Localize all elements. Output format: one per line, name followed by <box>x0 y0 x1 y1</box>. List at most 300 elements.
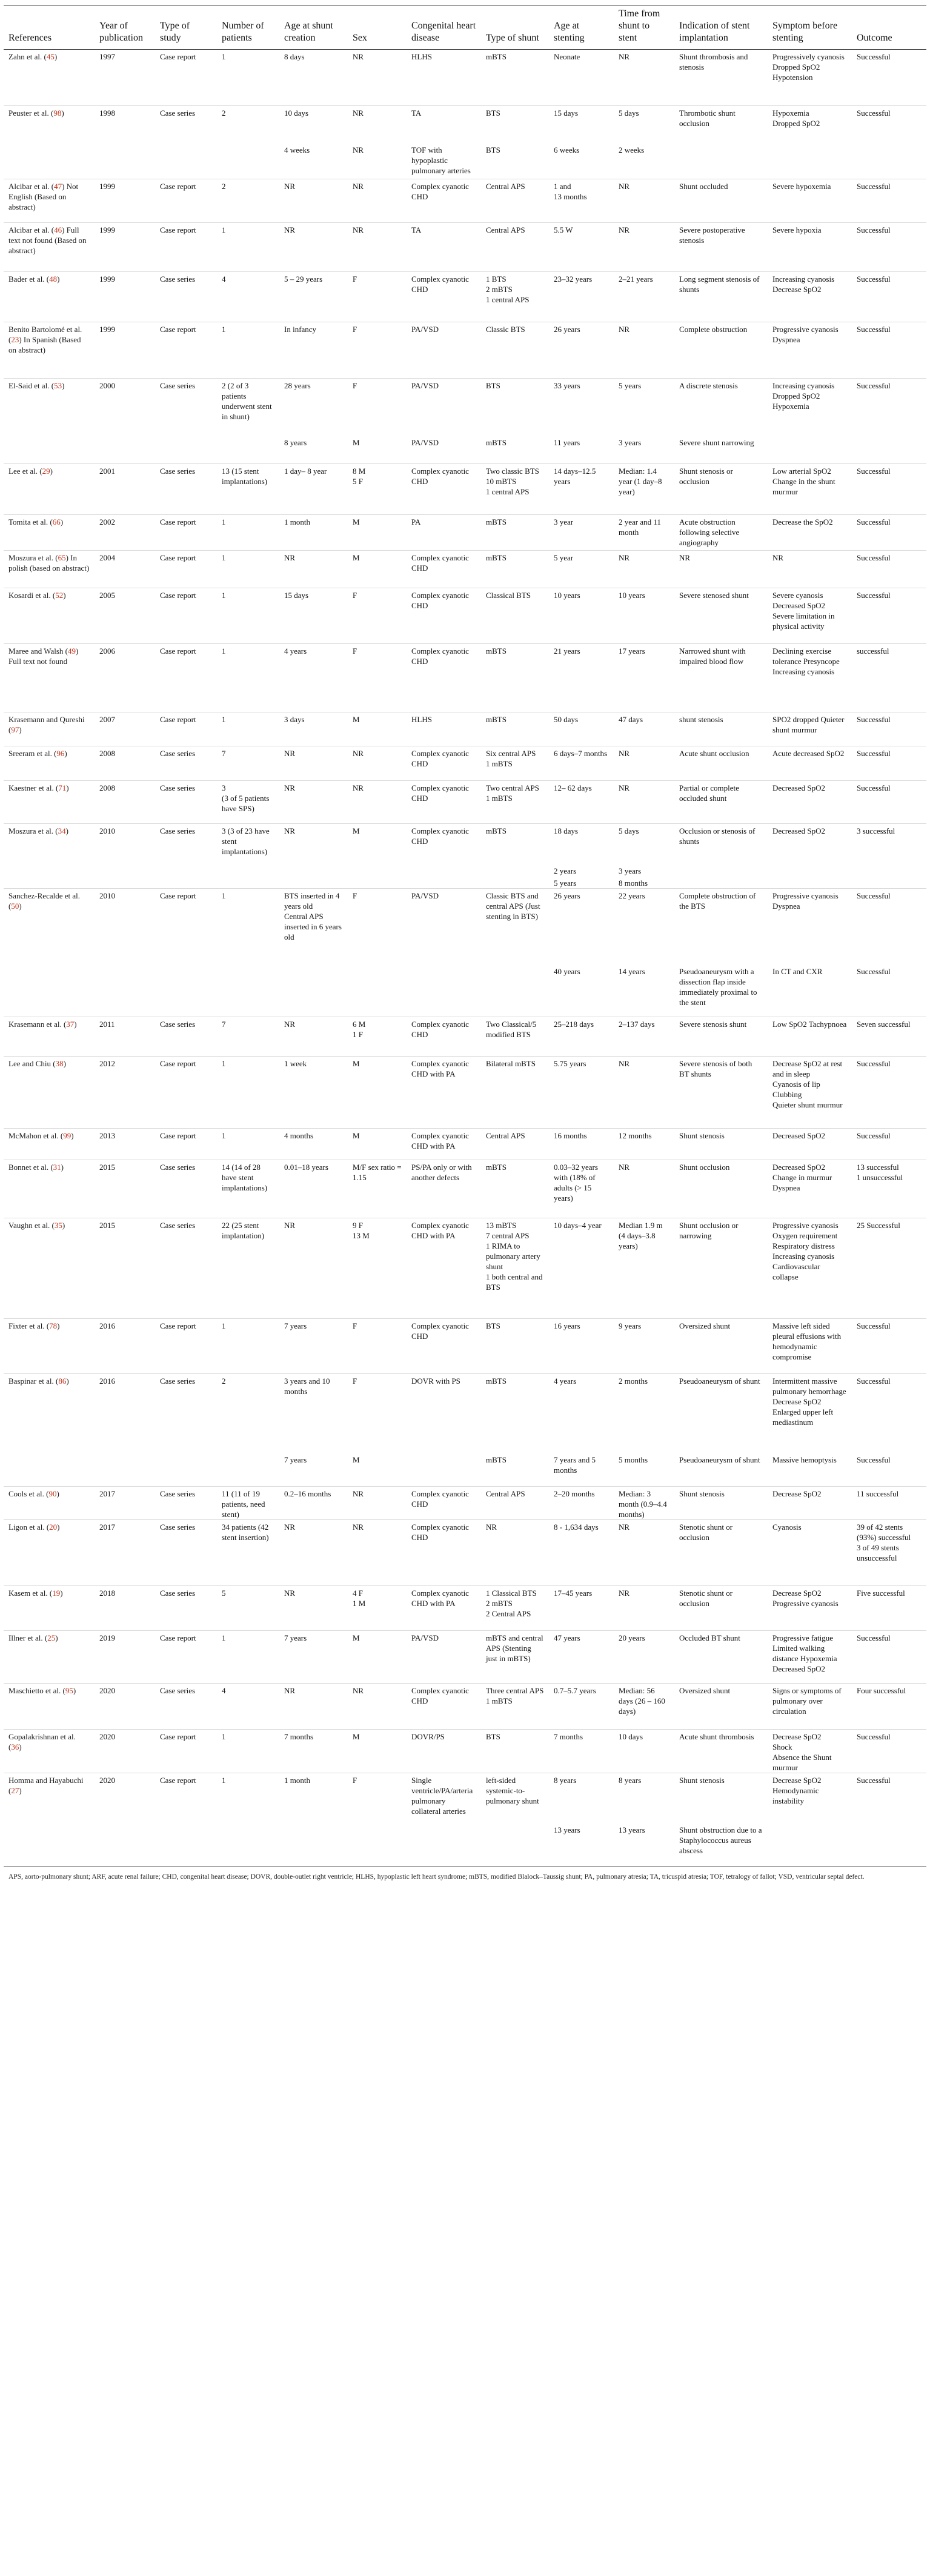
cell-line: 10 days <box>619 1731 643 1741</box>
table-cell <box>481 322 549 379</box>
cell-line: Severe hypoxia <box>772 225 822 234</box>
table-cell <box>768 876 852 889</box>
cell-line: Massive hemoptysis <box>772 1455 837 1464</box>
reference-text: ) <box>19 725 22 734</box>
citation-link[interactable]: 53 <box>54 381 62 390</box>
cell-line: Successful <box>857 1455 891 1464</box>
citation-link[interactable]: 20 <box>49 1522 58 1532</box>
reference-cell <box>4 1773 95 1823</box>
table-cell <box>674 888 768 964</box>
cell-line: 8 days <box>284 52 305 61</box>
table-cell <box>407 864 481 876</box>
cell-line: Stenotic shunt or occlusion <box>679 1588 733 1608</box>
cell-line: 8 months <box>619 878 648 888</box>
cell-line: 33 years <box>554 381 580 390</box>
cell-line: 16 years <box>554 1321 580 1330</box>
cell-line: Two Classical/5 modified BTS <box>486 1019 537 1039</box>
cell-line: In CT and CXR <box>772 967 823 976</box>
table-row <box>4 272 926 322</box>
cell-line: 7 central APS <box>486 1230 530 1240</box>
reference-text: Homma and Hayabuchi ( <box>8 1775 84 1795</box>
citation-link[interactable]: 46 <box>54 225 62 234</box>
table-cell <box>4 864 95 876</box>
citation-link[interactable]: 31 <box>53 1162 61 1172</box>
cell-line: 1 both central and BTS <box>486 1272 543 1292</box>
cell-line: Decrease the SpO2 <box>772 517 833 526</box>
reference-text: ) <box>57 1321 60 1330</box>
table-cell <box>348 436 407 464</box>
table-cell <box>155 644 217 712</box>
cell-line: 11 successful <box>857 1489 899 1498</box>
cell-line: 8 - 1,634 days <box>554 1522 599 1532</box>
cell-line: 7 months <box>554 1731 583 1741</box>
cell-line: 2 (2 of 3 patients underwent stent in shunt) <box>222 381 272 421</box>
reference-text: Kasem et al. ( <box>8 1588 53 1598</box>
table-cell <box>614 379 674 436</box>
reference-cell <box>4 1486 95 1519</box>
cell-line: Low SpO2 Tachypnoea <box>772 1019 847 1029</box>
cell-line: M/F sex ratio = 1.15 <box>353 1162 402 1182</box>
citation-link[interactable]: 86 <box>58 1376 67 1386</box>
cell-line: Successful <box>857 1775 891 1785</box>
table-cell <box>4 1823 95 1867</box>
reference-text: Cools et al. ( <box>8 1489 49 1498</box>
cell-line: F <box>353 646 357 656</box>
table-cell <box>674 272 768 322</box>
cell-line: Seven successful <box>857 1019 911 1029</box>
cell-line: 1 <box>222 225 226 234</box>
citation-link[interactable]: 29 <box>42 466 50 476</box>
cell-line: Acute shunt thrombosis <box>679 1731 754 1741</box>
cell-line: Long segment stenosis of shunts <box>679 274 760 294</box>
citation-link[interactable]: 66 <box>52 517 61 526</box>
column-header: Age at shunt creation <box>279 5 348 50</box>
reference-cell <box>4 1729 95 1773</box>
cell-line: NR <box>619 225 630 234</box>
table-cell <box>674 964 768 1017</box>
table-cell <box>852 515 926 551</box>
cell-line: NR <box>619 1522 630 1532</box>
cell-line: 22 (25 stent implantation) <box>222 1220 265 1240</box>
table-cell <box>852 436 926 464</box>
table-cell <box>407 1160 481 1218</box>
table-cell <box>852 50 926 106</box>
table-cell <box>768 322 852 379</box>
table-cell <box>155 964 217 1017</box>
cell-line: Successful <box>857 891 891 900</box>
cell-line: Case series <box>160 1220 196 1230</box>
reference-cell <box>4 1056 95 1128</box>
table-cell <box>407 964 481 1017</box>
table-cell <box>481 1160 549 1218</box>
table-row <box>4 179 926 223</box>
cell-line: 2 weeks <box>619 145 645 154</box>
table-cell <box>674 746 768 781</box>
reference-text: ) <box>19 901 22 911</box>
cell-line: Successful <box>857 1321 891 1330</box>
cell-line: 11 years <box>554 437 580 447</box>
table-cell <box>95 1453 155 1486</box>
table-cell <box>614 1128 674 1160</box>
citation-link[interactable]: 90 <box>48 1489 57 1498</box>
table-cell <box>95 223 155 272</box>
table-cell <box>95 1373 155 1453</box>
table-cell <box>95 824 155 864</box>
cell-line: 13 (15 stent implantations) <box>222 466 268 486</box>
table-cell <box>348 1773 407 1823</box>
table-cell <box>95 1017 155 1056</box>
citation-link[interactable]: 23 <box>11 335 19 344</box>
citation-link[interactable]: 65 <box>58 553 66 562</box>
citation-link[interactable]: 38 <box>55 1058 64 1068</box>
cell-line: Hypotension <box>772 73 813 82</box>
cell-line: 2016 <box>99 1376 115 1386</box>
table-row <box>4 50 926 106</box>
cell-line: M <box>353 715 360 724</box>
cell-line: Enlarged upper left mediastinum <box>772 1407 834 1427</box>
citation-link[interactable]: 45 <box>46 52 55 61</box>
cell-line: Case report <box>160 225 196 234</box>
table-cell <box>674 179 768 223</box>
reference-text: ) <box>19 1742 22 1751</box>
table-cell <box>768 515 852 551</box>
cell-line: PA <box>411 517 421 526</box>
cell-line: 2013 <box>99 1130 115 1140</box>
cell-line: Successful <box>857 108 891 118</box>
citation-link[interactable]: 47 <box>54 182 62 191</box>
table-row <box>4 1773 926 1823</box>
table-cell <box>481 143 549 179</box>
table-cell <box>279 644 348 712</box>
cell-line: Complex cyanotic CHD <box>411 553 469 573</box>
cell-line: 4 <box>222 274 226 284</box>
cell-line: Case series <box>160 1376 196 1386</box>
cell-line: 1999 <box>99 225 115 234</box>
table-cell <box>95 1683 155 1729</box>
cell-line: Narrowed shunt with impaired blood flow <box>679 646 746 666</box>
cell-line: 2019 <box>99 1633 115 1642</box>
cell-line: Complex cyanotic CHD <box>411 1019 469 1039</box>
table-cell <box>674 1519 768 1585</box>
table-cell <box>407 888 481 964</box>
table-cell <box>768 1486 852 1519</box>
cell-line: NR <box>619 749 630 758</box>
reference-cell <box>4 1128 95 1160</box>
cell-line: 1 month <box>284 517 310 526</box>
table-cell <box>481 1729 549 1773</box>
reference-cell <box>4 588 95 644</box>
cell-line: 1 <box>222 1775 226 1785</box>
table-cell <box>348 551 407 588</box>
cell-line: 20 years <box>619 1633 645 1642</box>
cell-line: Pseudoaneurysm with a dissection flap inside immediately proximal to the stent <box>679 967 757 1007</box>
table-cell <box>481 515 549 551</box>
table-cell <box>852 1585 926 1630</box>
citation-link[interactable]: 50 <box>11 901 19 911</box>
table-cell <box>407 464 481 515</box>
citation-link[interactable]: 37 <box>66 1019 75 1029</box>
table-cell <box>407 1373 481 1453</box>
cell-line: Massive left sided pleural effusions with hemodynamic compromise <box>772 1321 842 1361</box>
table-cell <box>348 1519 407 1585</box>
table-cell <box>279 1373 348 1453</box>
cell-line: Successful <box>857 1731 891 1741</box>
cell-line: NR <box>619 1162 630 1172</box>
reference-cell <box>4 1373 95 1453</box>
table-cell <box>407 1729 481 1773</box>
table-cell <box>674 50 768 106</box>
table-cell <box>674 1318 768 1373</box>
cell-line: M <box>353 517 360 526</box>
table-cell <box>407 223 481 272</box>
table-row <box>4 1373 926 1453</box>
table-cell <box>155 464 217 515</box>
cell-line: HLHS <box>411 715 432 724</box>
cell-line: M <box>353 826 360 835</box>
table-cell <box>217 179 279 223</box>
table-cell <box>217 1160 279 1218</box>
table-cell <box>674 379 768 436</box>
table-cell <box>217 1729 279 1773</box>
citation-link[interactable]: 27 <box>11 1785 19 1795</box>
cell-line: 1 <box>222 715 226 724</box>
table-cell <box>481 876 549 889</box>
reference-text: Peuster et al. ( <box>8 108 54 118</box>
cell-line: F <box>353 325 357 334</box>
table-cell <box>614 464 674 515</box>
table-cell <box>614 1773 674 1823</box>
cell-line: 1 <box>222 1058 226 1068</box>
cell-line: 1 <box>222 1321 226 1330</box>
citation-link[interactable]: 71 <box>58 783 67 792</box>
citation-link[interactable]: 35 <box>54 1220 62 1230</box>
table-cell <box>768 888 852 964</box>
table-cell <box>549 888 614 964</box>
column-header: Age at stenting <box>549 5 614 50</box>
cell-line: Severe hypoxemia <box>772 182 831 191</box>
citation-link[interactable]: 34 <box>58 826 66 835</box>
cell-line: 1 and <box>554 182 571 191</box>
table-cell <box>549 781 614 824</box>
citation-link[interactable]: 48 <box>49 274 58 284</box>
cell-line: Case series <box>160 1162 196 1172</box>
cell-line: Increasing cyanosis <box>772 381 835 390</box>
cell-line: 15 days <box>554 108 579 118</box>
cell-line: Acute obstruction following selective angiography <box>679 517 740 547</box>
cell-line: successful <box>857 646 889 656</box>
table-cell <box>674 712 768 746</box>
cell-line: Oversized shunt <box>679 1321 731 1330</box>
table-cell <box>155 1585 217 1630</box>
citation-link[interactable]: 78 <box>49 1321 58 1330</box>
cell-line: Case report <box>160 1058 196 1068</box>
reference-text: Illner et al. ( <box>8 1633 48 1642</box>
cell-line: 7 years and 5 months <box>554 1455 596 1475</box>
cell-line: Progressive cyanosis <box>772 891 839 900</box>
reference-text: ) <box>64 749 67 758</box>
cell-line: Progressively cyanosis <box>772 52 845 61</box>
table-cell <box>614 644 674 712</box>
cell-line: 2016 <box>99 1321 115 1330</box>
cell-line: mBTS <box>486 715 507 724</box>
cell-line: 4 years <box>554 1376 577 1386</box>
table-cell <box>481 1318 549 1373</box>
cell-line: Thrombotic shunt occlusion <box>679 108 736 128</box>
table-cell <box>549 644 614 712</box>
table-cell <box>155 322 217 379</box>
table-cell <box>768 223 852 272</box>
table-cell <box>852 588 926 644</box>
table-cell <box>481 964 549 1017</box>
table-cell <box>217 824 279 864</box>
citation-link[interactable]: 95 <box>65 1685 73 1695</box>
table-cell <box>481 436 549 464</box>
cell-line: NR <box>353 1489 364 1498</box>
table-cell <box>348 1017 407 1056</box>
table-cell <box>407 1453 481 1486</box>
table-cell <box>549 50 614 106</box>
table-cell <box>674 322 768 379</box>
citation-link[interactable]: 97 <box>11 725 19 734</box>
reference-text: ) <box>61 1162 64 1172</box>
reference-cell <box>4 50 95 106</box>
cell-line: 1997 <box>99 52 115 61</box>
reference-text: Ligon et al. ( <box>8 1522 50 1532</box>
cell-line: Shunt obstruction due to a Staphylococcus aureus abscess <box>679 1825 762 1855</box>
cell-line: 3 days <box>284 715 305 724</box>
cell-line: 17–45 years <box>554 1588 593 1598</box>
reference-text: ) <box>57 274 60 284</box>
cell-line: 10 days <box>284 108 309 118</box>
table-cell <box>768 1017 852 1056</box>
cell-line: NR <box>619 325 630 334</box>
table-cell <box>549 1453 614 1486</box>
cell-line: Hypoxemia <box>772 108 809 118</box>
citation-link[interactable]: 98 <box>53 108 62 118</box>
table-cell <box>155 588 217 644</box>
cell-line: Complex cyanotic CHD with PA <box>411 1058 469 1078</box>
cell-line: Case report <box>160 182 196 191</box>
cell-line: Successful <box>857 274 891 284</box>
table-cell <box>348 588 407 644</box>
table-cell <box>407 1585 481 1630</box>
table-row <box>4 1729 926 1773</box>
table-cell <box>768 1373 852 1453</box>
citation-link[interactable]: 36 <box>11 1742 19 1751</box>
cell-line: Successful <box>857 1633 891 1642</box>
cell-line: Occluded BT shunt <box>679 1633 740 1642</box>
cell-line: 2017 <box>99 1489 115 1498</box>
table-row <box>4 379 926 436</box>
citation-link[interactable]: 25 <box>47 1633 56 1642</box>
cell-line: 5 years <box>619 381 642 390</box>
reference-text: Sreeram et al. ( <box>8 749 57 758</box>
cell-line: 1 <box>222 891 226 900</box>
table-cell <box>348 1729 407 1773</box>
cell-line: Successful <box>857 381 891 390</box>
table-cell <box>155 1519 217 1585</box>
reference-text: ) <box>54 52 58 61</box>
table-cell <box>768 864 852 876</box>
cell-line: 2 <box>222 1376 226 1386</box>
reference-cell <box>4 1630 95 1683</box>
cell-line: NR <box>284 749 296 758</box>
cell-line: Successful <box>857 466 891 476</box>
cell-line: 12– 62 days <box>554 783 592 792</box>
table-cell <box>348 1683 407 1729</box>
table-cell <box>95 322 155 379</box>
table-cell <box>852 106 926 143</box>
cell-line: mBTS and central APS (Stenting just in mBTS) <box>486 1633 543 1663</box>
cell-line: Dropped SpO2 <box>772 62 820 71</box>
table-cell <box>348 824 407 864</box>
table-cell <box>217 143 279 179</box>
cell-line: NR <box>619 182 630 191</box>
table-cell <box>674 876 768 889</box>
table-cell <box>279 781 348 824</box>
table-cell <box>348 781 407 824</box>
table-row <box>4 464 926 515</box>
table-cell <box>155 1453 217 1486</box>
table-cell <box>217 379 279 436</box>
table-cell <box>852 1128 926 1160</box>
cell-line: 18 days <box>554 826 579 835</box>
table-cell <box>348 1373 407 1453</box>
citation-link[interactable]: 19 <box>52 1588 61 1598</box>
table-row <box>4 1486 926 1519</box>
cell-line: 0.2–16 months <box>284 1489 331 1498</box>
cell-line: 2000 <box>99 381 115 390</box>
reference-text: Benito Bartolomé et al. ( <box>8 325 82 344</box>
cell-line: 0.01–18 years <box>284 1162 328 1172</box>
cell-line: NR <box>353 225 364 234</box>
citation-link[interactable]: 99 <box>63 1130 71 1140</box>
citation-link[interactable]: 52 <box>55 591 64 600</box>
cell-line: 5 months <box>619 1455 648 1464</box>
table-cell <box>481 223 549 272</box>
citation-link[interactable]: 49 <box>67 646 76 656</box>
table-cell <box>279 1585 348 1630</box>
cell-line: BTS inserted in 4 years old <box>284 891 340 911</box>
table-cell <box>217 1128 279 1160</box>
table-cell <box>614 1453 674 1486</box>
table-cell <box>95 1823 155 1867</box>
table-cell <box>481 1486 549 1519</box>
table-cell <box>549 143 614 179</box>
reference-cell <box>4 1017 95 1056</box>
table-cell <box>217 50 279 106</box>
citation-link[interactable]: 96 <box>56 749 65 758</box>
table-cell <box>674 436 768 464</box>
table-cell <box>348 1160 407 1218</box>
table-cell <box>614 824 674 864</box>
table-cell <box>614 1630 674 1683</box>
table-cell <box>407 1128 481 1160</box>
cell-line: 2011 <box>99 1019 115 1029</box>
reference-text: Alcibar et al. ( <box>8 182 55 191</box>
table-cell <box>549 1318 614 1373</box>
cell-line: 2006 <box>99 646 115 656</box>
table-cell <box>852 179 926 223</box>
cell-line: Case series <box>160 783 196 792</box>
table-cell <box>217 1823 279 1867</box>
cell-line: 22 years <box>619 891 645 900</box>
table-cell <box>481 464 549 515</box>
table-cell <box>674 1630 768 1683</box>
cell-line: Two central APS <box>486 783 539 792</box>
cell-line: 8 years <box>619 1775 642 1785</box>
cell-line: Case report <box>160 553 196 562</box>
